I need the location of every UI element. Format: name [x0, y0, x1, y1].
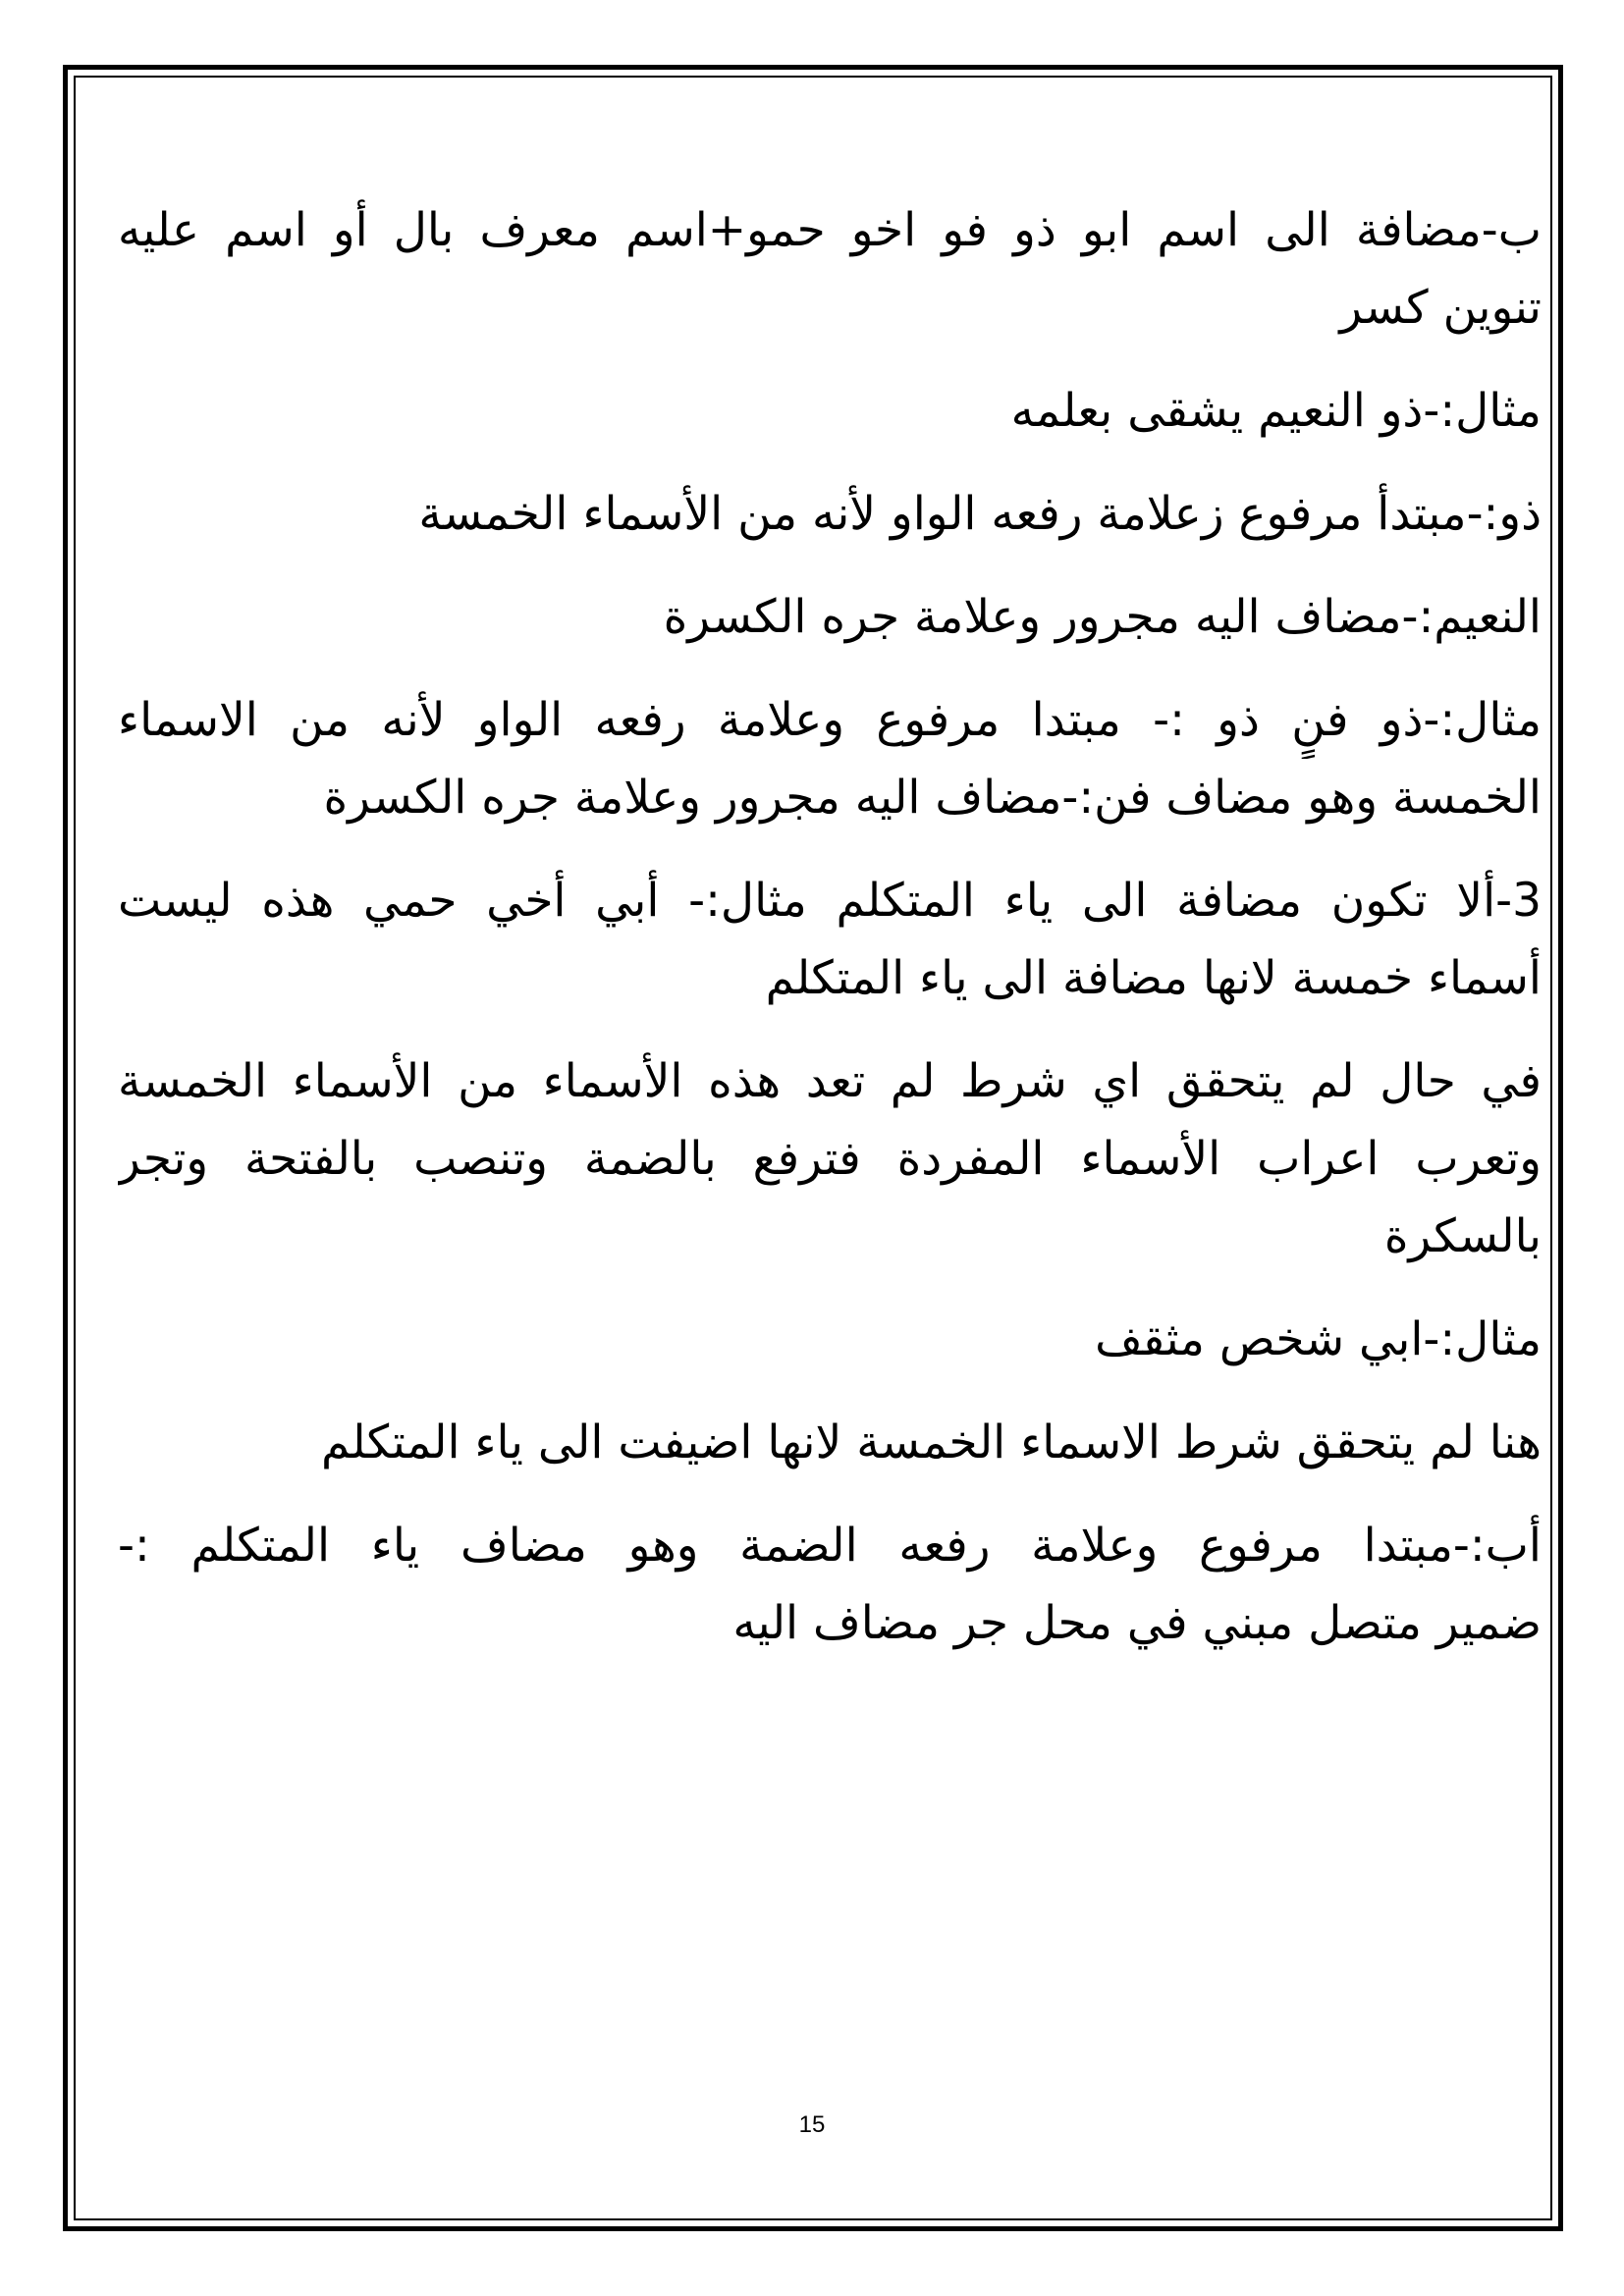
paragraph-2: [118, 372, 1542, 450]
text-line: ضمير متصل مبني في محل جر مضاف اليه: [732, 1596, 1542, 1650]
text-line: مثال:-ابي شخص مثقف: [1095, 1312, 1542, 1366]
text-line: مثال:-ذو فنٍ ذو :- مبتدا مرفوع وعلامة رفعه الواو لأنه من الاسماء: [118, 693, 1542, 747]
document-body: [118, 191, 1542, 1687]
text-line: وتعرب اعراب الأسماء المفردة فترفع بالضمة وتنصب بالفتحة وتجر: [118, 1132, 1542, 1186]
text-line: بالسكرة: [1383, 1209, 1542, 1263]
text-line: هنا لم يتحقق شرط الاسماء الخمسة لانها اضيفت الى ياء المتكلم: [320, 1415, 1542, 1469]
text-line: ب-مضافة الى اسم ابو ذو فو اخو حمو+اسم معرف بال أو اسم عليه: [118, 203, 1542, 257]
paragraph-9: [118, 1404, 1542, 1481]
text-line: أب:-مبتدا مرفوع وعلامة رفعه الضمة وهو مضاف ياء المتكلم :-: [118, 1519, 1542, 1573]
page-number: 15: [798, 2111, 826, 2138]
text-line: الخمسة وهو مضاف فن:-مضاف اليه مجرور وعلامة جره الكسرة: [323, 771, 1542, 825]
paragraph-10: [118, 1507, 1542, 1662]
text-line: في حال لم يتحقق اي شرط لم تعد هذه الأسماء من الأسماء الخمسة: [118, 1054, 1542, 1108]
paragraph-3: [118, 475, 1542, 553]
text-line: مثال:-ذو النعيم يشقى بعلمه: [1010, 384, 1542, 438]
paragraph-1: [118, 191, 1542, 347]
text-line: أسماء خمسة لانها مضافة الى ياء المتكلم: [765, 951, 1542, 1005]
paragraph-5: [118, 681, 1542, 836]
text-line: النعيم:-مضاف اليه مجرور وعلامة جره الكسرة: [663, 590, 1542, 644]
paragraph-6: [118, 862, 1542, 1017]
text-line: ذو:-مبتدأ مرفوع زعلامة رفعه الواو لأنه من الأسماء الخمسة: [418, 487, 1542, 541]
text-line: تنوين كسر: [1339, 281, 1542, 335]
paragraph-8: [118, 1301, 1542, 1378]
text-line: 3-ألا تكون مضافة الى ياء المتكلم مثال:- أبي أخي حمي هذه ليست: [118, 874, 1542, 928]
paragraph-4: [118, 578, 1542, 656]
paragraph-7: [118, 1042, 1542, 1275]
